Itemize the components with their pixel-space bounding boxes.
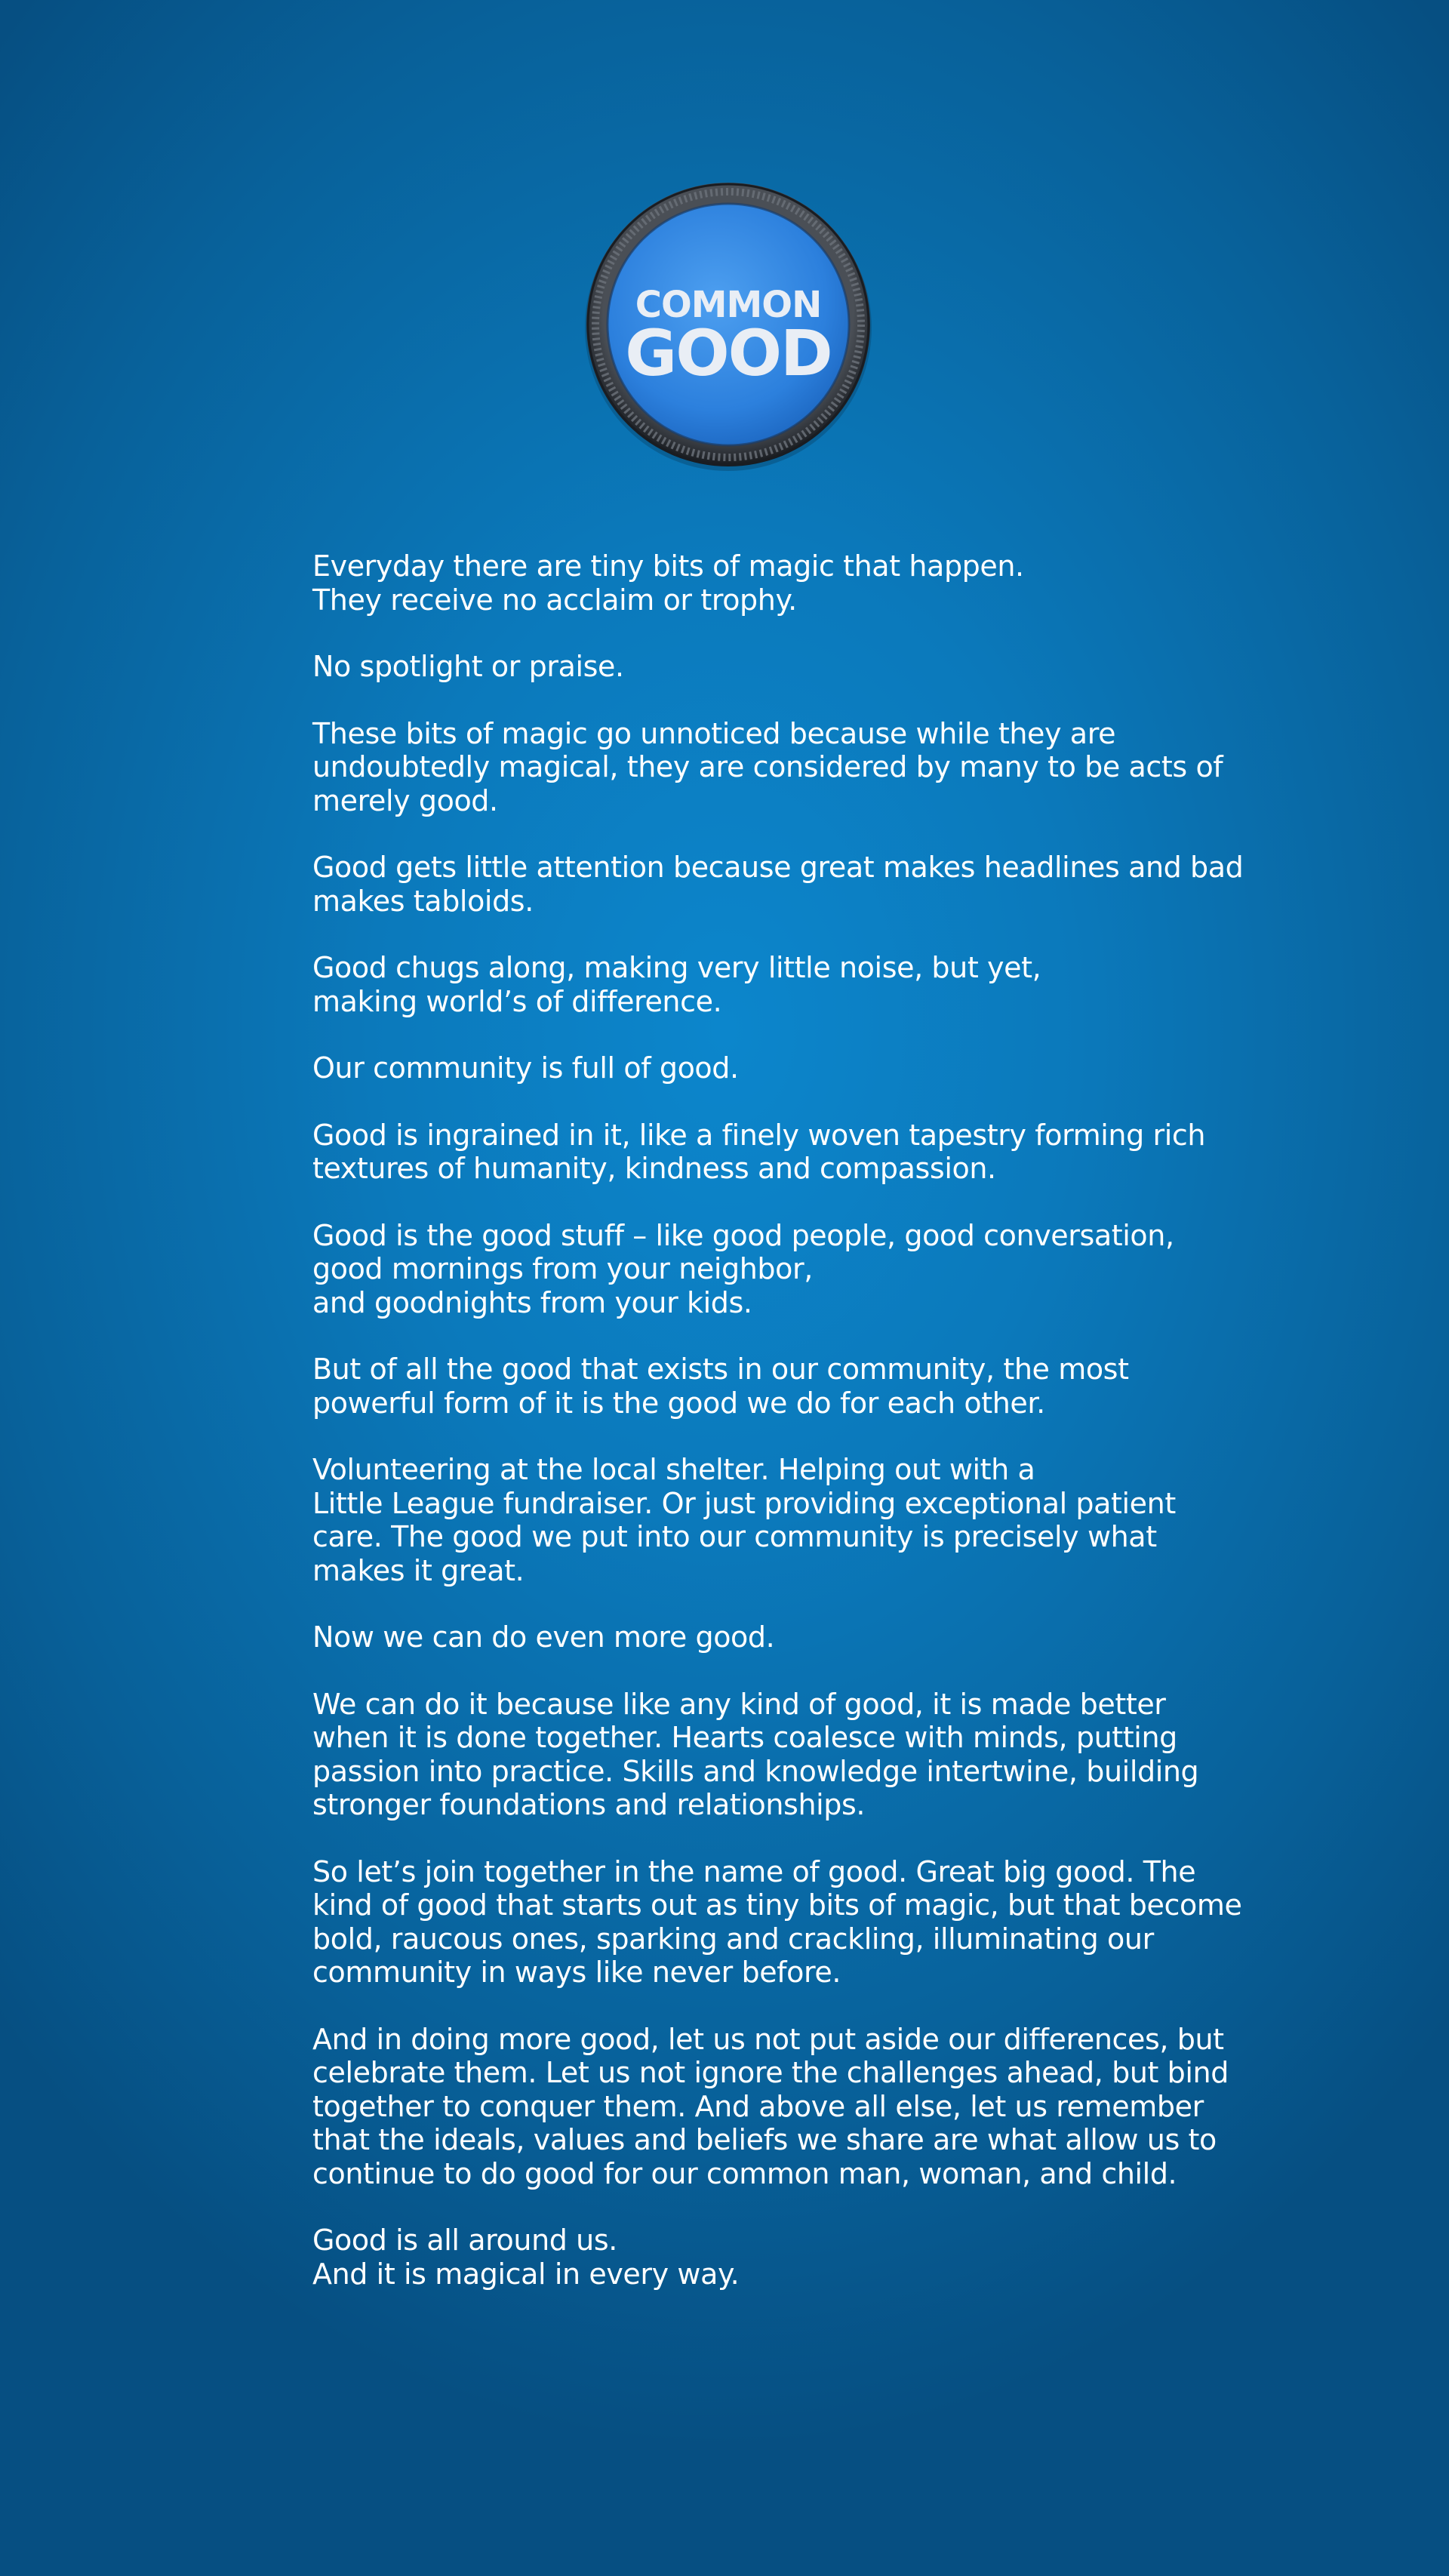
manifesto-paragraph	[312, 1353, 1286, 1420]
patch-emblem	[581, 179, 875, 473]
paragraph-line: continue to do good for our common man, woman, and child.	[312, 2156, 1177, 2190]
patch-text-common: COMMON	[635, 284, 822, 326]
paragraph-line: We can do it because like any kind of good, it is made better	[312, 1687, 1166, 1721]
paragraph-line: makes it great.	[312, 1553, 525, 1587]
manifesto-body	[312, 549, 1286, 2324]
manifesto-paragraph	[312, 2023, 1286, 2191]
paragraph-line: Good gets little attention because great makes headlines and bad	[312, 851, 1244, 884]
paragraph-line: But of all the good that exists in our community, the most	[312, 1353, 1129, 1386]
paragraph-line: makes tabloids.	[312, 884, 534, 918]
paragraph-line: kind of good that starts out as tiny bits of magic, but that become	[312, 1888, 1242, 1922]
paragraph-line: stronger foundations and relationships.	[312, 1788, 866, 1821]
paragraph-line: good mornings from your neighbor,	[312, 1252, 813, 1285]
paragraph-line: They receive no acclaim or trophy.	[312, 583, 797, 617]
paragraph-line: care. The good we put into our community is precisely what	[312, 1520, 1157, 1553]
manifesto-paragraph	[312, 1119, 1286, 1186]
paragraph-line: and goodnights from your kids.	[312, 1285, 752, 1319]
paragraph-line: when it is done together. Hearts coalesce with minds, putting	[312, 1721, 1177, 1754]
paragraph-line: Everyday there are tiny bits of magic that happen.	[312, 549, 1024, 583]
paragraph-line: Volunteering at the local shelter. Helping out with a	[312, 1453, 1035, 1486]
paragraph-line: So let’s join together in the name of good. Great big good. The	[312, 1854, 1196, 1888]
paragraph-line: merely good.	[312, 783, 498, 817]
paragraph-line: powerful form of it is the good we do for each other.	[312, 1386, 1045, 1420]
manifesto-paragraph	[312, 1219, 1286, 1320]
paragraph-line: Good chugs along, making very little noise, but yet,	[312, 951, 1041, 984]
manifesto-paragraph	[312, 1855, 1286, 1990]
patch-text-good: GOOD	[625, 316, 832, 390]
manifesto-paragraph	[312, 717, 1286, 818]
manifesto-paragraph	[312, 851, 1286, 918]
manifesto-paragraph	[312, 650, 1286, 684]
paragraph-line: And it is magical in every way.	[312, 2257, 740, 2291]
manifesto-paragraph	[312, 1688, 1286, 1822]
paragraph-line: And in doing more good, let us not put aside our differences, but	[312, 2022, 1224, 2056]
paragraph-line: No spotlight or praise.	[312, 650, 624, 683]
manifesto-paragraph	[312, 2224, 1286, 2291]
paragraph-line: textures of humanity, kindness and compassion.	[312, 1152, 996, 1185]
paragraph-line: Now we can do even more good.	[312, 1620, 775, 1654]
manifesto-paragraph	[312, 549, 1286, 617]
manifesto-paragraph	[312, 951, 1286, 1018]
manifesto-paragraph	[312, 1620, 1286, 1654]
paragraph-line: passion into practice. Skills and knowledge intertwine, building	[312, 1754, 1199, 1788]
manifesto-paragraph	[312, 1051, 1286, 1085]
paragraph-line: Good is all around us.	[312, 2224, 617, 2257]
paragraph-line: Our community is full of good.	[312, 1051, 739, 1085]
paragraph-line: Good is the good stuff – like good people, good conversation,	[312, 1218, 1174, 1252]
paragraph-line: that the ideals, values and beliefs we share are what allow us to	[312, 2123, 1217, 2156]
paragraph-line: making world’s of difference.	[312, 984, 722, 1018]
paragraph-line: celebrate them. Let us not ignore the challenges ahead, but bind	[312, 2056, 1229, 2089]
paragraph-line: Little League fundraiser. Or just providing exceptional patient	[312, 1486, 1176, 1520]
paragraph-line: community in ways like never before.	[312, 1956, 841, 1989]
paragraph-line: together to conquer them. And above all else, let us remember	[312, 2089, 1204, 2123]
manifesto-paragraph	[312, 1453, 1286, 1587]
paragraph-line: undoubtedly magical, they are considered by many to be acts of	[312, 750, 1223, 783]
common-good-patch	[581, 179, 875, 473]
paragraph-line: These bits of magic go unnoticed because while they are	[312, 716, 1116, 750]
paragraph-line: Good is ingrained in it, like a finely woven tapestry forming rich	[312, 1118, 1206, 1152]
paragraph-line: bold, raucous ones, sparking and crackling, illuminating our	[312, 1922, 1154, 1956]
